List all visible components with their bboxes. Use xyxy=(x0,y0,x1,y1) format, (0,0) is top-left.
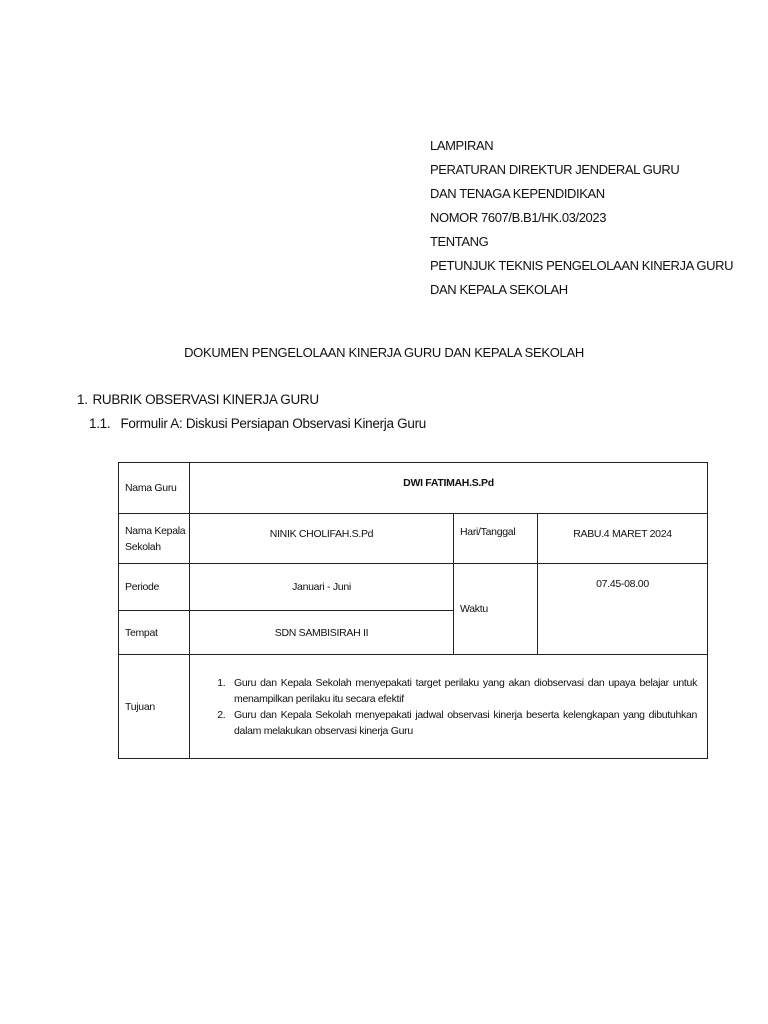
teacher-name-label: Nama Guru xyxy=(119,463,190,514)
attachment-line: DAN TENAGA KEPENDIDIKAN xyxy=(430,186,605,201)
attachment-line: LAMPIRAN xyxy=(430,138,494,153)
date-value: RABU.4 MARET 2024 xyxy=(538,514,708,564)
attachment-line: TENTANG xyxy=(430,234,489,249)
subsection-title: Formulir A: Diskusi Persiapan Observasi Kinerja Guru xyxy=(120,416,426,431)
time-value: 07.45-08.00 xyxy=(538,564,708,655)
date-label: Hari/Tanggal xyxy=(454,514,538,564)
time-label: Waktu xyxy=(454,564,538,655)
section-heading xyxy=(77,392,319,407)
goal-label: Tujuan xyxy=(119,655,190,759)
principal-name-value: NINIK CHOLIFAH.S.Pd xyxy=(190,514,454,564)
period-label: Periode xyxy=(119,564,190,611)
attachment-header xyxy=(430,134,734,302)
subsection-number: 1.1. xyxy=(89,416,111,431)
table-row xyxy=(119,463,708,514)
section-number: 1. xyxy=(77,392,88,407)
goal-cell xyxy=(190,655,708,759)
attachment-line: PETUNJUK TEKNIS PENGELOLAAN KINERJA GURU xyxy=(430,258,734,273)
list-item: 1. Guru dan Kepala Sekolah menyepakati target perilaku yang akan diobservasi dan upaya belajar untuk menampilkan perilaku itu secara efektif xyxy=(228,675,697,707)
table-row xyxy=(119,655,708,759)
list-item: 2. Guru dan Kepala Sekolah menyepakati jadwal observasi kinerja beserta kelengkapan yang dibutuhkan dalam melakukan observasi kinerja Guru xyxy=(228,707,697,739)
attachment-line: NOMOR 7607/B.B1/HK.03/2023 xyxy=(430,210,607,225)
section-title: RUBRIK OBSERVASI KINERJA GURU xyxy=(92,392,319,407)
table-row xyxy=(119,564,708,611)
place-label: Tempat xyxy=(119,611,190,655)
subsection-heading xyxy=(89,416,426,431)
attachment-line: PERATURAN DIREKTUR JENDERAL GURU xyxy=(430,162,680,177)
document-title: DOKUMEN PENGELOLAAN KINERJA GURU DAN KEPALA SEKOLAH xyxy=(184,345,584,360)
teacher-name-value: DWI FATIMAH.S.Pd xyxy=(190,463,708,514)
table-row xyxy=(119,514,708,564)
attachment-line: DAN KEPALA SEKOLAH xyxy=(430,282,568,297)
place-value: SDN SAMBISIRAH II xyxy=(190,611,454,655)
principal-name-label: Nama Kepala Sekolah xyxy=(119,514,190,564)
period-value: Januari - Juni xyxy=(190,564,454,611)
observation-form-table xyxy=(118,462,708,759)
goal-list xyxy=(190,667,707,747)
